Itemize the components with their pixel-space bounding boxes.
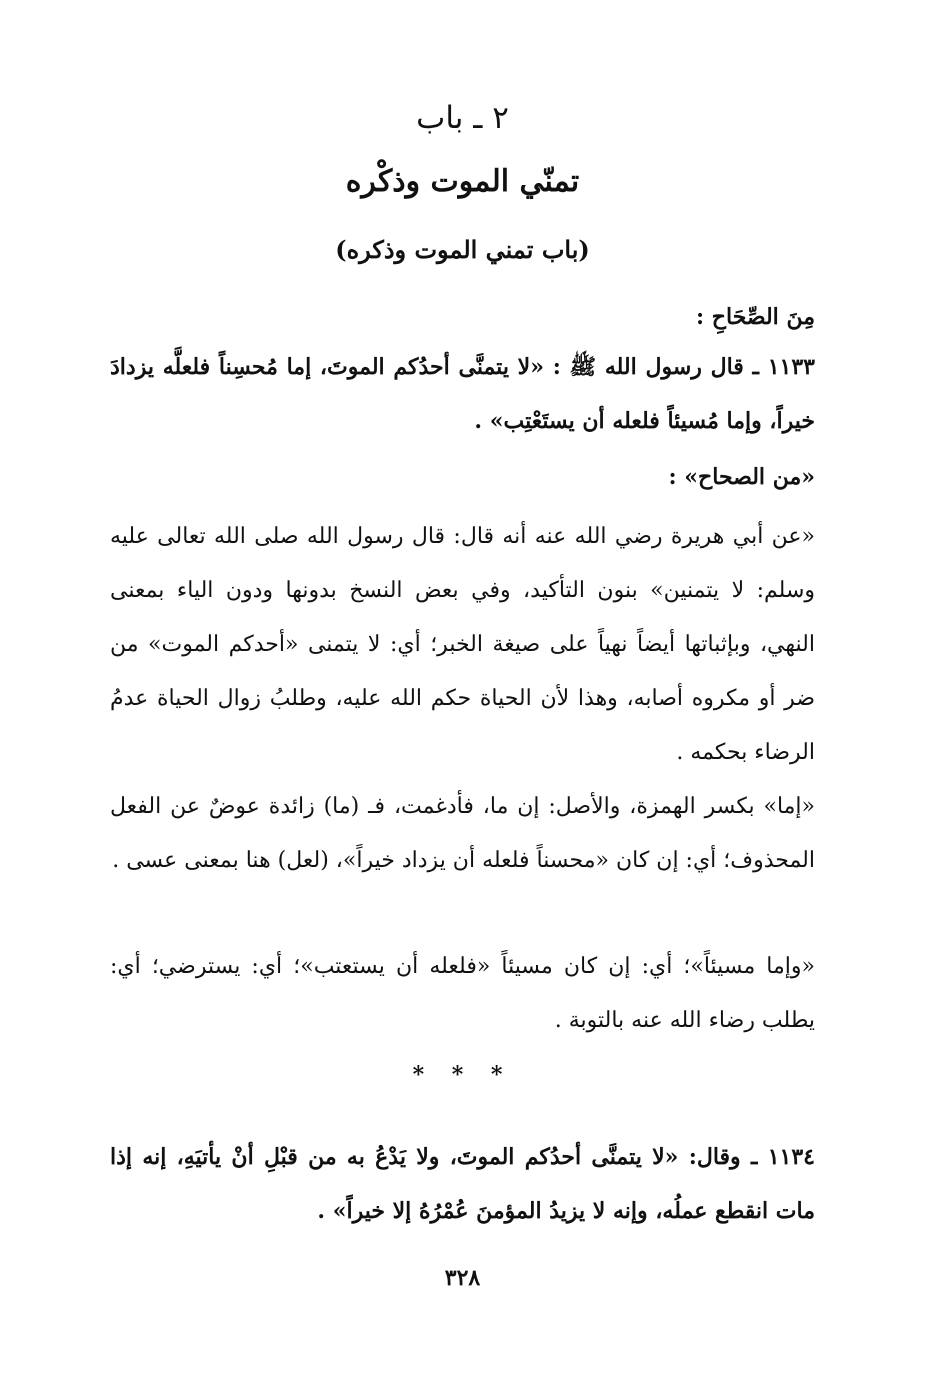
chapter-subtitle: (باب تمني الموت وذكره)	[335, 235, 590, 264]
section-separator: * * *	[412, 1062, 513, 1088]
hadith-1134: ١١٣٤ ـ وقال: «لا يتمنَّى أحدُكم الموتَ، ولا يَدْعُ به من قبْلِ أنْ يأتيَهِ، إنه إذا مات انقطع عملُه، وإنه لا يزيدُ المؤمنَ عُمْرُهُ إلا خيراً» .	[110, 1144, 815, 1224]
sihah-label: مِنَ الصِّحَاحِ :	[696, 304, 815, 330]
sharh-sihah-label: «من الصحاح» :	[668, 464, 815, 490]
hadith-1133: ١١٣٣ ـ قال رسول الله ﷺ : «لا يتمنَّى أحدُكم الموتَ، إما مُحسِناً فلعلَّه يزدادَ خيراً، وإما مُسيئاً فلعله أن يستَعْتِب» .	[110, 354, 815, 434]
book-page	[110, 0, 815, 1379]
chapter-number: ٢ ـ باب	[416, 100, 509, 136]
sharh-paragraph-2: «إما» بكسر الهمزة، والأصل: إن ما، فأدغمت، فـ (ما) زائدة عوضٌ عن الفعل المحذوف؛ أي: إن كان «محسناً فلعله أن يزداد خيراً»، (لعل) هنا بمعنى عسى .	[110, 794, 815, 873]
sharh-paragraph-1: «عن أبي هريرة رضي الله عنه أنه قال: قال رسول الله صلى الله تعالى عليه وسلم: لا يتمنين» بنون التأكيد، وفي بعض النسخ بدونها ودون الياء بمعنى النهي، وبإثباتها أيضاً نهياً على صيغة الخبر؛ أي: لا يتمنى «أحدكم الموت» من ضر أو مكروه أصابه، وهذا لأن الحياة حكم الله عليه، وطلبُ زوال الحياة عدمُ الرضاء بحكمه .	[110, 524, 815, 765]
chapter-title: تمنّي الموت وذكْره	[345, 164, 580, 199]
sharh-paragraph-3: «وإما مسيئاً»؛ أي: إن كان مسيئاً «فلعله أن يستعتب»؛ أي: يسترضي؛ أي: يطلب رضاء الله عنه بالتوبة .	[110, 954, 815, 1033]
page-number: ٣٢٨	[444, 1265, 481, 1291]
